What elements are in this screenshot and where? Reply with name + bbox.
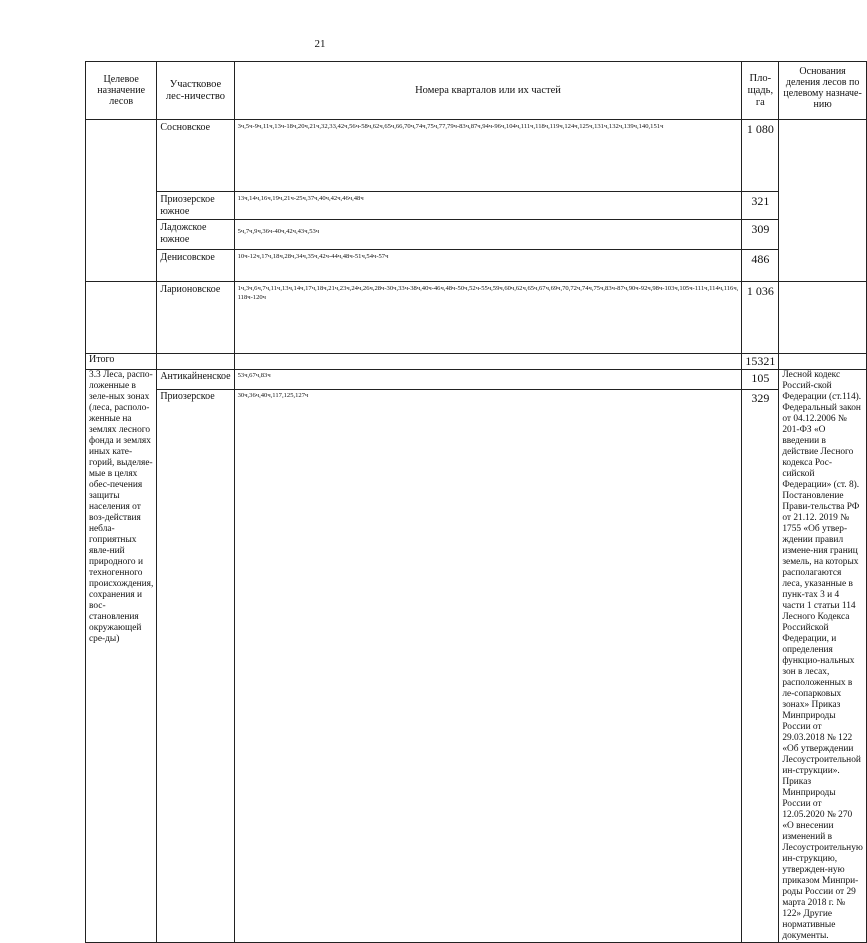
table-row [86, 192, 867, 220]
area-value: 105 [751, 371, 770, 385]
district-name: Денисовское [160, 252, 215, 263]
header-basis: Основания деления лесов по целевому назначе-нию [779, 62, 867, 120]
district-name: Ларионовское [160, 284, 221, 295]
total-label: Итого [86, 354, 157, 370]
forest-purpose-table [85, 61, 867, 943]
district-name: Ладожское южное [160, 222, 207, 245]
total-row [86, 354, 867, 370]
header-area: Пло-щадь, га [742, 62, 779, 120]
table-row [86, 390, 867, 943]
quarter-list: 10ч-12ч,17ч,18ч,28ч,34ч,35ч,42ч-44ч,48ч-51ч,54ч-57ч [237, 253, 389, 260]
table-row [86, 220, 867, 250]
purpose-cell-empty [86, 120, 157, 282]
area-value: 486 [751, 252, 770, 266]
table-row [86, 120, 867, 192]
district-name: Приозерское южное [160, 194, 215, 217]
basis-cell-empty [779, 120, 867, 282]
area-value: 309 [751, 222, 770, 236]
purpose-cell-empty [86, 282, 157, 354]
table-row [86, 250, 867, 282]
total-area: 15321 [745, 354, 776, 368]
page-number: 21 [314, 38, 326, 50]
quarter-list: 3ч,5ч-9ч,11ч,13ч-18ч,20ч,21ч,32,33,42ч,56ч-58ч,62ч,65ч,66,70ч,74ч,75ч,77,79ч-83ч,87ч,94ч-96ч,104ч,111ч,118ч,119ч,124ч,125ч,131ч,132ч,139ч,140,151ч [237, 123, 664, 130]
district-name: Приозерское [160, 391, 215, 403]
purpose-green-zones: 3.3 Леса, распо-ложенные в зеле-ных зонах (леса, располо-женные на землях лесного фонда и землях иных кате-горий, выделяе-мые в целях обес-печения защиты населения от воз-действия небла-гоприятных явле-ний природного и техногенного происхождения, сохранения и вос-становления окружающей сре-ды) [86, 370, 157, 943]
table-row [86, 370, 867, 390]
area-value: 1 036 [746, 284, 774, 298]
quarter-list: 13ч,14ч,16ч,19ч,21ч-25ч,37ч,40ч,42ч,46ч,48ч [237, 195, 364, 202]
quarter-list: 1ч,3ч,6ч,7ч,11ч,13ч,14ч,17ч,18ч,21ч,23ч,24ч,26ч,28ч-30ч,33ч-38ч,40ч-46ч,48ч-50ч,52ч-55ч,59ч,60ч,62ч,65ч,67ч,69ч,70,72ч,74ч,75ч,83ч-87ч,90ч-92ч,98ч-103ч,105ч-111ч,114ч,116ч, 118ч-120ч [237, 285, 739, 301]
district-name: Сосновское [160, 122, 211, 133]
header-row [86, 62, 867, 120]
area-value: 1 080 [746, 122, 774, 136]
quarter-list: 5ч,7ч,9ч,36ч-40ч,42ч,43ч,53ч [237, 228, 320, 235]
area-value: 321 [751, 194, 770, 208]
basis-cell-empty [779, 282, 867, 354]
district-name: Антикайненское [160, 371, 231, 382]
header-district: Участковое лес-ничество [157, 62, 234, 120]
header-purpose: Целевое назначение лесов [86, 62, 157, 120]
area-value: 329 [751, 391, 770, 406]
quarter-list: 30ч,36ч,40ч,117,125,127ч [237, 392, 309, 400]
table-row [86, 282, 867, 354]
quarter-list: 53ч,67ч,83ч [237, 372, 271, 379]
basis-legal: Лесной кодекс Россий-ской Федерации (ст.114). Федеральный закон от 04.12.2006 № 201-ФЗ «О введении в действие Лесного кодекса Рос-сийской Федерации» (ст. 8). Постановление Прави-тельства РФ от 21.12. 2019 № 1755 «Об утвер-ждении правил измене-ния границ земель, на которых располагаются леса, указанные в пунк-тах 3 и 4 части 1 статьи 114 Лесного Кодекса Российской Федерации, и определения функцио-нальных зон в лесах, расположенных в ле-сопарковых зонах» Приказ Минприроды России от 29.03.2018 № 122 «Об утверждении Лесоустроительной ин-струкции». Приказ Минприроды России от 12.05.2020 № 270 «О внесении изменений в Лесоустроительную ин-струкцию, утвержден-ную приказом Минпри-роды России от 29 марта 2018 г. № 122» Другие нормативные документы. [779, 370, 867, 943]
header-quarters: Номера кварталов или их частей [234, 62, 742, 120]
